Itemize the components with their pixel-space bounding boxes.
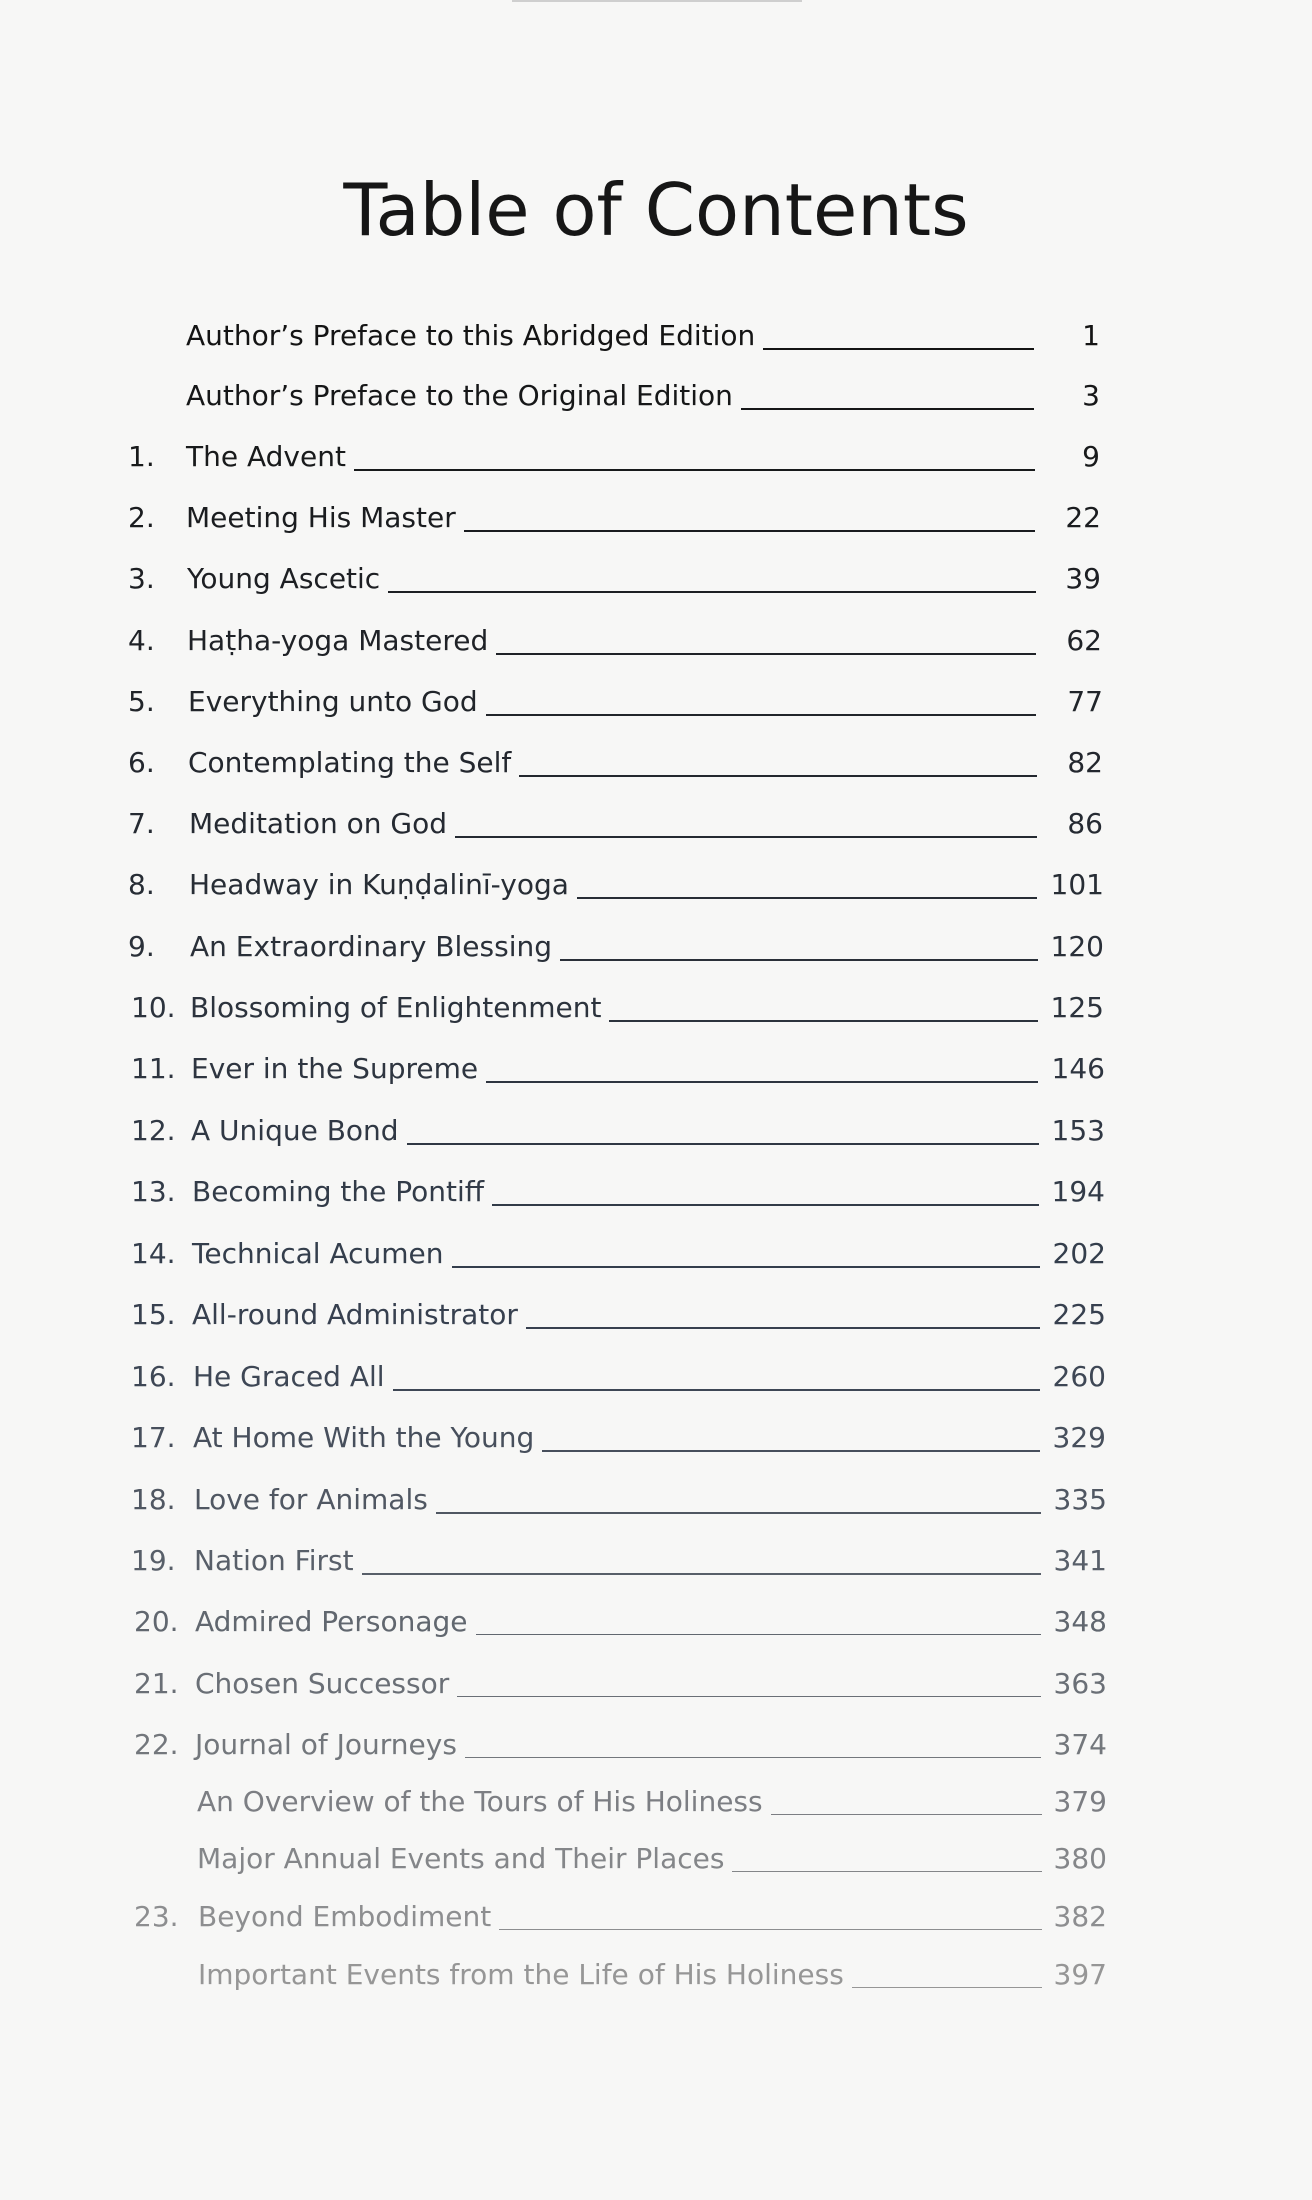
entry-title: An Extraordinary Blessing [190, 930, 552, 963]
entry-title: Journal of Journeys [195, 1728, 457, 1761]
page-number: 374 [1053, 1728, 1107, 1761]
leader-line [519, 775, 1037, 777]
entry-title: A Unique Bond [191, 1114, 399, 1147]
toc-entry[interactable] [0, 1113, 1312, 1163]
toc-entry[interactable] [0, 929, 1312, 979]
toc-entry[interactable] [0, 806, 1312, 856]
leader-line [732, 1871, 1042, 1872]
entry-title: Contemplating the Self [188, 746, 512, 779]
leader-line [465, 1757, 1041, 1758]
toc-entry[interactable] [0, 1420, 1312, 1470]
leader-line [542, 1450, 1040, 1452]
page-number: 397 [1053, 1958, 1107, 1991]
toc-entry[interactable] [0, 1784, 1312, 1834]
toc-entry[interactable] [0, 1543, 1312, 1593]
chapter-number: 2. [128, 501, 155, 534]
page-number: 125 [1050, 991, 1104, 1024]
entry-title: Haṭha-yoga Mastered [187, 624, 489, 657]
page-number: 22 [1065, 501, 1101, 534]
entry-title: Author’s Preface to this Abridged Edition [186, 319, 756, 352]
page-number: 335 [1053, 1483, 1107, 1516]
page-number: 363 [1053, 1667, 1107, 1700]
toc-entry[interactable] [0, 1957, 1312, 2007]
page-number: 82 [1067, 746, 1103, 779]
leader-line [771, 1814, 1042, 1815]
toc-entry[interactable] [0, 684, 1312, 734]
entry-title: All-round Administrator [192, 1298, 518, 1331]
chapter-number: 15. [131, 1298, 176, 1331]
chapter-number: 23. [134, 1900, 179, 1933]
toc-entry[interactable] [0, 1482, 1312, 1532]
toc-entry[interactable] [0, 1236, 1312, 1286]
toc-entry[interactable] [0, 745, 1312, 795]
toc-entry[interactable] [0, 1604, 1312, 1654]
page-number: 101 [1050, 868, 1104, 901]
chapter-number: 13. [131, 1175, 176, 1208]
entry-title: Meditation on God [189, 807, 447, 840]
chapter-number: 6. [128, 746, 155, 779]
toc-entry[interactable] [0, 500, 1312, 550]
chapter-number: 1. [128, 440, 155, 473]
toc-entry[interactable] [0, 318, 1312, 368]
leader-line [609, 1020, 1038, 1022]
leader-line [492, 1204, 1039, 1206]
page-number: 39 [1065, 562, 1101, 595]
page-number: 380 [1053, 1842, 1107, 1875]
entry-title: Young Ascetic [187, 562, 381, 595]
page-number: 379 [1053, 1785, 1107, 1818]
leader-line [496, 653, 1036, 655]
leader-line [486, 714, 1036, 716]
leader-line [388, 591, 1036, 593]
page-number: 146 [1051, 1052, 1105, 1085]
leader-line [457, 1696, 1041, 1697]
page-number: 9 [1082, 440, 1100, 473]
toc-entry[interactable] [0, 1727, 1312, 1777]
page-number: 202 [1052, 1237, 1106, 1270]
chapter-number: 10. [131, 991, 176, 1024]
entry-title: Ever in the Supreme [191, 1052, 479, 1085]
chapter-number: 3. [128, 562, 155, 595]
leader-line [577, 897, 1037, 899]
entry-title: Headway in Kuṇḍalinī-yoga [189, 868, 569, 901]
toc-entry[interactable] [0, 1297, 1312, 1347]
leader-line [763, 348, 1034, 350]
chapter-number: 17. [131, 1421, 176, 1454]
toc-entry[interactable] [0, 1051, 1312, 1101]
chapter-number: 11. [131, 1052, 176, 1085]
entry-title: Major Annual Events and Their Places [197, 1842, 725, 1875]
entry-title: Author’s Preface to the Original Edition [186, 379, 733, 412]
chapter-number: 5. [128, 685, 155, 718]
leader-line [526, 1327, 1040, 1329]
leader-line [476, 1634, 1041, 1635]
toc-entry[interactable] [0, 1359, 1312, 1409]
page-number: 3 [1082, 379, 1100, 412]
leader-line [407, 1143, 1039, 1145]
page-number: 77 [1067, 685, 1103, 718]
entry-title: Admired Personage [195, 1605, 468, 1638]
page-number: 382 [1053, 1900, 1107, 1933]
chapter-number: 14. [131, 1237, 176, 1270]
leader-line [354, 469, 1035, 471]
page-number: 153 [1051, 1114, 1105, 1147]
page-title: Table of Contents [343, 168, 969, 252]
leader-line [436, 1512, 1041, 1514]
leader-line [455, 836, 1037, 838]
chapter-number: 18. [131, 1483, 176, 1516]
entry-title: Everything unto God [188, 685, 478, 718]
chapter-number: 9. [128, 930, 155, 963]
chapter-number: 22. [134, 1728, 179, 1761]
entry-title: The Advent [186, 440, 346, 473]
toc-entry[interactable] [0, 1841, 1312, 1891]
page-number: 341 [1053, 1544, 1107, 1577]
page-number: 194 [1051, 1175, 1105, 1208]
entry-title: Becoming the Pontiff [192, 1175, 485, 1208]
chapter-number: 8. [128, 868, 155, 901]
leader-line [852, 1987, 1042, 1988]
page-number: 86 [1067, 807, 1103, 840]
leader-line [452, 1266, 1040, 1268]
chapter-number: 16. [131, 1360, 176, 1393]
toc-entry[interactable] [0, 1666, 1312, 1716]
entry-title: Blossoming of Enlightenment [190, 991, 602, 1024]
leader-line [741, 408, 1034, 410]
toc-entry[interactable] [0, 439, 1312, 489]
chapter-number: 20. [134, 1605, 179, 1638]
entry-title: Chosen Successor [195, 1667, 450, 1700]
leader-line [560, 959, 1038, 961]
toc-entry[interactable] [0, 1174, 1312, 1224]
entry-title: He Graced All [193, 1360, 385, 1393]
page-number: 260 [1052, 1360, 1106, 1393]
toc-entry[interactable] [0, 378, 1312, 428]
entry-title: Nation First [194, 1544, 354, 1577]
entry-title: Meeting His Master [186, 501, 456, 534]
entry-title: At Home With the Young [193, 1421, 535, 1454]
page-number: 329 [1052, 1421, 1106, 1454]
leader-line [464, 530, 1035, 532]
toc-entry[interactable] [0, 990, 1312, 1040]
leader-line [393, 1389, 1040, 1391]
toc-entry[interactable] [0, 561, 1312, 611]
chapter-number: 12. [131, 1114, 176, 1147]
leader-line [499, 1929, 1042, 1930]
page-number: 120 [1050, 930, 1104, 963]
page-number: 225 [1052, 1298, 1106, 1331]
entry-title: Important Events from the Life of His Holiness [198, 1958, 844, 1991]
chapter-number: 4. [128, 624, 155, 657]
toc-entry[interactable] [0, 867, 1312, 917]
chapter-number: 21. [134, 1667, 179, 1700]
toc-entry[interactable] [0, 623, 1312, 673]
entry-title: An Overview of the Tours of His Holiness [197, 1785, 763, 1818]
leader-line [362, 1573, 1041, 1575]
chapter-number: 7. [128, 807, 155, 840]
leader-line [486, 1081, 1038, 1083]
chapter-number: 19. [131, 1544, 176, 1577]
page-number: 348 [1053, 1605, 1107, 1638]
page-number: 62 [1066, 624, 1102, 657]
entry-title: Love for Animals [194, 1483, 428, 1516]
page-number: 1 [1082, 319, 1100, 352]
toc-entry[interactable] [0, 1899, 1312, 1949]
entry-title: Beyond Embodiment [198, 1900, 492, 1933]
entry-title: Technical Acumen [192, 1237, 444, 1270]
